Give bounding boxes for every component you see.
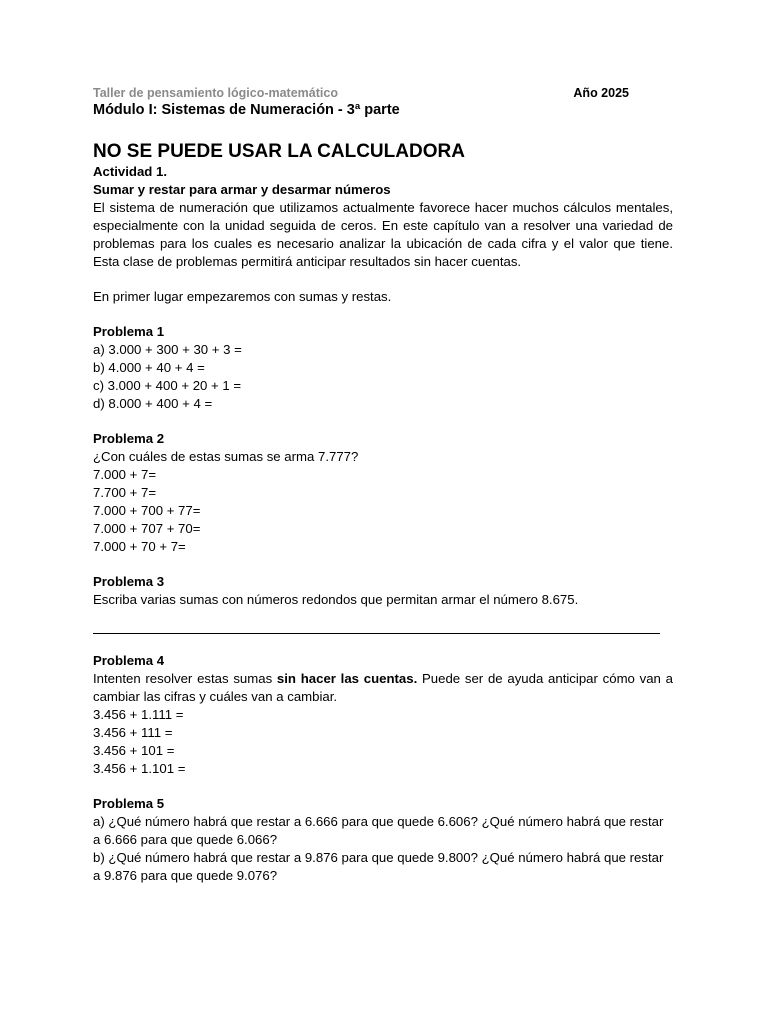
problem-3-text: Escriba varias sumas con números redondos que permitan armar el número 8.675. bbox=[93, 592, 579, 607]
problem-2-question: ¿Con cuáles de estas sumas se arma 7.777? bbox=[93, 449, 359, 464]
document-header bbox=[93, 86, 629, 118]
problem-1-item: b) 4.000 + 40 + 4 = bbox=[93, 360, 205, 375]
problem-2-title: Problema 2 bbox=[93, 431, 165, 446]
course-subtitle: Taller de pensamiento lógico-matemático bbox=[93, 86, 338, 100]
activity-heading: Sumar y restar para armar y desarmar números bbox=[93, 182, 391, 197]
problem-4-item: 3.456 + 1.111 = bbox=[93, 707, 184, 722]
problem-1-item: c) 3.000 + 400 + 20 + 1 = bbox=[93, 378, 242, 393]
problem-5-part-b: b) ¿Qué número habrá que restar a 9.876 para que quede 9.800? ¿Qué número habrá que restar a 9.876 para que quede 9.076? bbox=[93, 850, 664, 883]
problem-4-title: Problema 4 bbox=[93, 653, 165, 668]
problem-1-item: d) 8.000 + 400 + 4 = bbox=[93, 396, 213, 411]
document-body bbox=[93, 163, 673, 885]
problem-5-part-a: a) ¿Qué número habrá que restar a 6.666 para que quede 6.606? ¿Qué número habrá que restar a 6.666 para que quede 6.066? bbox=[93, 814, 664, 847]
problem-2-item: 7.000 + 700 + 77= bbox=[93, 503, 201, 518]
intro-paragraph: El sistema de numeración que utilizamos actualmente favorece hacer muchos cálculos mentales, especialmente con la unidad seguida de ceros. En este capítulo van a resolver una variedad de problemas para los cuales es necesario analizar la ubicación de cada cifra y el valor que tiene. Esta clase de problemas permitirá anticipar resultados sin hacer cuentas. bbox=[93, 200, 673, 269]
problem-2-item: 7.000 + 7= bbox=[93, 467, 157, 482]
problem-4-item: 3.456 + 111 = bbox=[93, 725, 173, 740]
problem-1-title: Problema 1 bbox=[93, 324, 165, 339]
activity-label: Actividad 1. bbox=[93, 164, 168, 179]
problem-1-item: a) 3.000 + 300 + 30 + 3 = bbox=[93, 342, 242, 357]
header-row bbox=[93, 86, 629, 102]
year-label: Año 2025 bbox=[573, 86, 629, 100]
problem-2-item: 7.700 + 7= bbox=[93, 485, 157, 500]
problem-4-item: 3.456 + 1.101 = bbox=[93, 761, 186, 776]
problem-2-item: 7.000 + 707 + 70= bbox=[93, 521, 201, 536]
lead-paragraph: En primer lugar empezaremos con sumas y restas. bbox=[93, 289, 392, 304]
module-title: Módulo I: Sistemas de Numeración - 3ª parte bbox=[93, 102, 400, 118]
problem-2-item: 7.000 + 70 + 7= bbox=[93, 539, 186, 554]
problem-5-title: Problema 5 bbox=[93, 796, 165, 811]
problem-3-title: Problema 3 bbox=[93, 574, 165, 589]
problem-4-emphasis: sin hacer las cuentas. bbox=[276, 671, 418, 686]
answer-line bbox=[93, 633, 660, 634]
problem-4-text-end: Puede ser de ayuda anticipar cómo van a cambiar las cifras y cuáles van a cambiar. bbox=[93, 671, 673, 704]
problem-4-item: 3.456 + 101 = bbox=[93, 743, 175, 758]
problem-4-text-start: Intenten resolver estas sumas bbox=[93, 671, 277, 686]
problem-4-text bbox=[93, 670, 673, 706]
page-title: NO SE PUEDE USAR LA CALCULADORA bbox=[93, 141, 465, 162]
